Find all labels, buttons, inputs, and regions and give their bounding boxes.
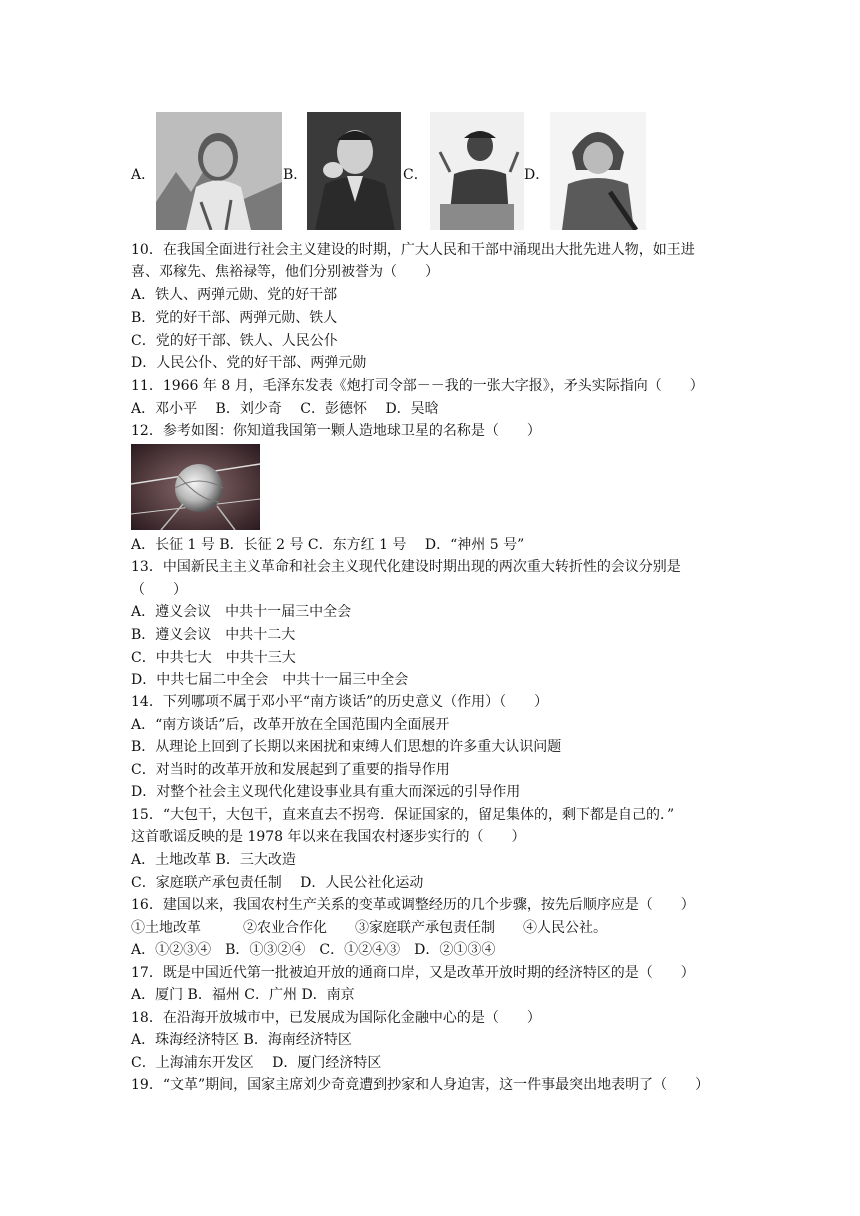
q9-option-a-photo (156, 112, 282, 230)
q10-option-d: D．人民公仆、党的好干部、两弹元勋 (131, 355, 367, 371)
q13-option-c: C．中共七大 中共十三大 (131, 650, 296, 666)
q19-stem: 19．“文革”期间，国家主席刘少奇竟遭到抄家和人身迫害，这一件事最突出地表明了（ ） (131, 1077, 710, 1093)
q9-option-b-photo (307, 112, 401, 230)
q11-options: A．邓小平 B．刘少奇 C．彭德怀 D．吴晗 (131, 401, 439, 417)
q10-option-a: A．铁人、两弹元勋、党的好干部 (131, 287, 338, 303)
q13-stem-line-1: 13．中国新民主主义革命和社会主义现代化建设时期出现的两次重大转折性的会议分别是 (131, 559, 681, 575)
satellite-image (131, 444, 260, 530)
q10-option-c: C．党的好干部、铁人、人民公仆 (131, 333, 338, 349)
q13-option-d: D．中共七届二中全会 中共十一届三中全会 (131, 672, 409, 688)
q13-option-b: B．遵义会议 中共十二大 (131, 627, 296, 643)
q9-option-a-label: A． (131, 167, 156, 183)
q12-stem: 12．参考如图：你知道我国第一颗人造地球卫星的名称是（ ） (131, 423, 541, 439)
q14-stem: 14．下列哪项不属于邓小平“南方谈话”的历史意义（作用）（ ） (131, 694, 549, 710)
q14-option-c: C．对当时的改革开放和发展起到了重要的指导作用 (131, 762, 450, 778)
q15-stem-line-2: 这首歌谣反映的是 1978 年以来在我国农村逐步实行的（ ） (131, 829, 526, 845)
q10-stem-line-2: 喜、邓稼先、焦裕禄等，他们分别被誉为（ ） (131, 264, 439, 280)
q15-options-line-2: C．家庭联产承包责任制 D．人民公社化运动 (131, 875, 424, 891)
q16-items: ①土地改革 ②农业合作化 ③家庭联产承包责任制 ④人民公社。 (131, 920, 607, 936)
q13-stem-line-2: （ ） (131, 582, 187, 598)
q9-option-d-photo (550, 112, 646, 230)
q9-option-c-photo (430, 112, 524, 230)
q9-option-b-label: B． (283, 167, 308, 183)
q10-option-b: B．党的好干部、两弹元勋、铁人 (131, 310, 338, 326)
q16-stem: 16．建国以来，我国农村生产关系的变革或调整经历的几个步骤，按先后顺序应是（ ） (131, 897, 695, 913)
q18-options-line-1: A．珠海经济特区 B．海南经济特区 (131, 1032, 352, 1048)
q14-option-b: B．从理论上回到了长期以来困扰和束缚人们思想的许多重大认识问题 (131, 739, 562, 755)
q15-stem-line-1: 15．“大包干，大包干，直来直去不拐弯．保证国家的，留足集体的，剩下都是自己的．” (131, 807, 675, 823)
q12-options: A．长征 1 号 B．长征 2 号 C．东方红 1 号 D．“神州 5 号” (131, 537, 525, 553)
q11-stem: 11．1966 年 8 月，毛泽东发表《炮打司令部－－我的一张大字报》，矛头实际指向（ ） (131, 378, 704, 394)
q9-option-d-label: D． (524, 167, 550, 183)
q16-options: A．①②③④ B．①③②④ C．①②④③ D．②①③④ (131, 942, 496, 958)
q17-options: A．厦门 B．福州 C．广州 D．南京 (131, 987, 355, 1003)
q13-option-a: A．遵义会议 中共十一届三中全会 (131, 604, 352, 620)
q10-stem-line-1: 10．在我国全面进行社会主义建设的时期，广大人民和干部中涌现出大批先进人物，如王进 (131, 242, 695, 258)
q9-option-c-label: C． (403, 167, 428, 183)
q15-options-line-1: A．土地改革 B．三大改造 (131, 852, 296, 868)
q18-options-line-2: C．上海浦东开发区 D．厦门经济特区 (131, 1055, 382, 1071)
q14-option-d: D．对整个社会主义现代化建设事业具有重大而深远的引导作用 (131, 784, 521, 800)
q18-stem: 18．在沿海开放城市中，已发展成为国际化金融中心的是（ ） (131, 1010, 541, 1026)
q14-option-a: A．“南方谈话”后，改革开放在全国范围内全面展开 (131, 717, 450, 733)
q17-stem: 17．既是中国近代第一批被迫开放的通商口岸，又是改革开放时期的经济特区的是（ ） (131, 965, 695, 981)
